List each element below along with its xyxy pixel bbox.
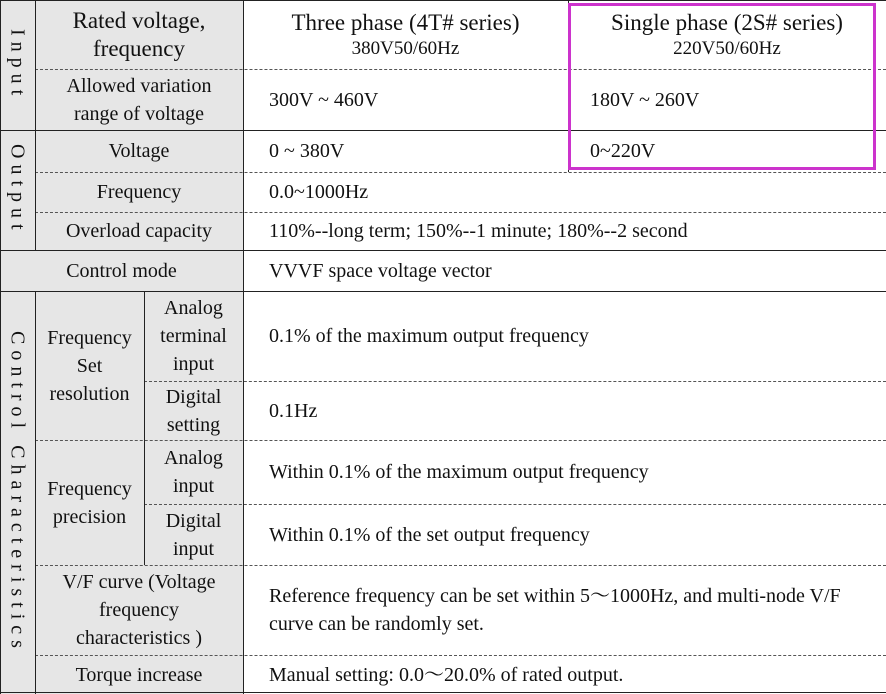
rule-precision-vf: [35, 565, 886, 566]
analog-input-label: Analog input: [144, 440, 243, 504]
rule-label-value-column: [243, 0, 244, 694]
rule-analog-digital-setting: [144, 381, 886, 382]
three-phase-title: Three phase (4T# series): [291, 9, 520, 35]
rule-vf-torque: [35, 655, 886, 656]
group-output-label: Output: [6, 144, 29, 236]
single-phase-spec: 220V50/60Hz: [673, 37, 781, 59]
rule-analog-digital-input: [144, 504, 886, 505]
group-input-label: Input: [6, 28, 29, 102]
three-phase-header: [243, 0, 568, 69]
digital-input-label: Digital input: [144, 504, 243, 565]
three-phase-spec: 380V50/60Hz: [351, 37, 460, 59]
three-phase-variation-value: 300V ~ 460V: [269, 88, 379, 111]
group-control-label: Control Characteristics: [6, 331, 29, 654]
rule-group-column-top: [35, 0, 36, 250]
rule-voltage-frequency: [35, 172, 886, 173]
rule-group-column-bottom: [35, 291, 36, 694]
rule-control-mode-control: [0, 291, 886, 292]
analog-terminal-input-value: 0.1% of the maximum output frequency: [269, 325, 589, 347]
overload-capacity-value: 110%--long term; 150%--1 minute; 180%--2 second: [269, 220, 688, 242]
single-phase-variation-value: 180V ~ 260V: [590, 88, 700, 111]
vf-curve-value: Reference frequency can be set within 5～1000Hz, and multi-node V/F curve can be randomly set.: [269, 585, 841, 635]
digital-input-value: Within 0.1% of the set output frequency: [269, 523, 590, 546]
vf-curve-label: V/F curve (Voltage frequency characteristics ): [35, 565, 243, 655]
output-voltage-label: Voltage: [35, 130, 243, 172]
rule-resolution-precision: [35, 440, 886, 441]
analog-terminal-input-label: Analog terminal input: [144, 291, 243, 381]
group-output-cell: [0, 130, 35, 250]
table-border-left: [0, 0, 1, 694]
single-phase-voltage-value: 0~220V: [590, 140, 656, 162]
torque-increase-label: Torque increase: [35, 655, 243, 694]
rule-output-control-mode: [0, 250, 886, 251]
digital-setting-value: 0.1Hz: [269, 399, 318, 422]
freq-set-resolution-label: Frequency Set resolution: [35, 291, 144, 440]
three-phase-voltage-value: 0 ~ 380V: [269, 140, 345, 162]
group-control-cell: [0, 291, 35, 694]
single-phase-highlight-box: [568, 3, 876, 170]
output-frequency-value: 0.0~1000Hz: [269, 181, 369, 203]
control-mode-label: Control mode: [0, 250, 243, 291]
rated-voltage-label: Rated voltage, frequency: [35, 0, 243, 69]
torque-increase-value: Manual setting: 0.0～20.0% of rated output.: [269, 663, 624, 686]
overload-capacity-label: Overload capacity: [35, 212, 243, 250]
table-border-bottom: [0, 692, 886, 693]
control-mode-value: VVVF space voltage vector: [269, 259, 492, 282]
output-frequency-label: Frequency: [35, 172, 243, 212]
freq-precision-label: Frequency precision: [35, 440, 144, 565]
allowed-variation-label: Allowed variation range of voltage: [35, 69, 243, 130]
single-phase-title: Single phase (2S# series): [611, 9, 843, 35]
rule-subgroup-column-1: [144, 291, 145, 440]
table-border-top: [0, 0, 886, 1]
rule-frequency-overload: [35, 212, 886, 213]
group-input-cell: [0, 0, 35, 130]
analog-input-value: Within 0.1% of the maximum output frequency: [269, 461, 649, 483]
digital-setting-label: Digital setting: [144, 381, 243, 440]
rule-subgroup-column-2: [144, 440, 145, 565]
